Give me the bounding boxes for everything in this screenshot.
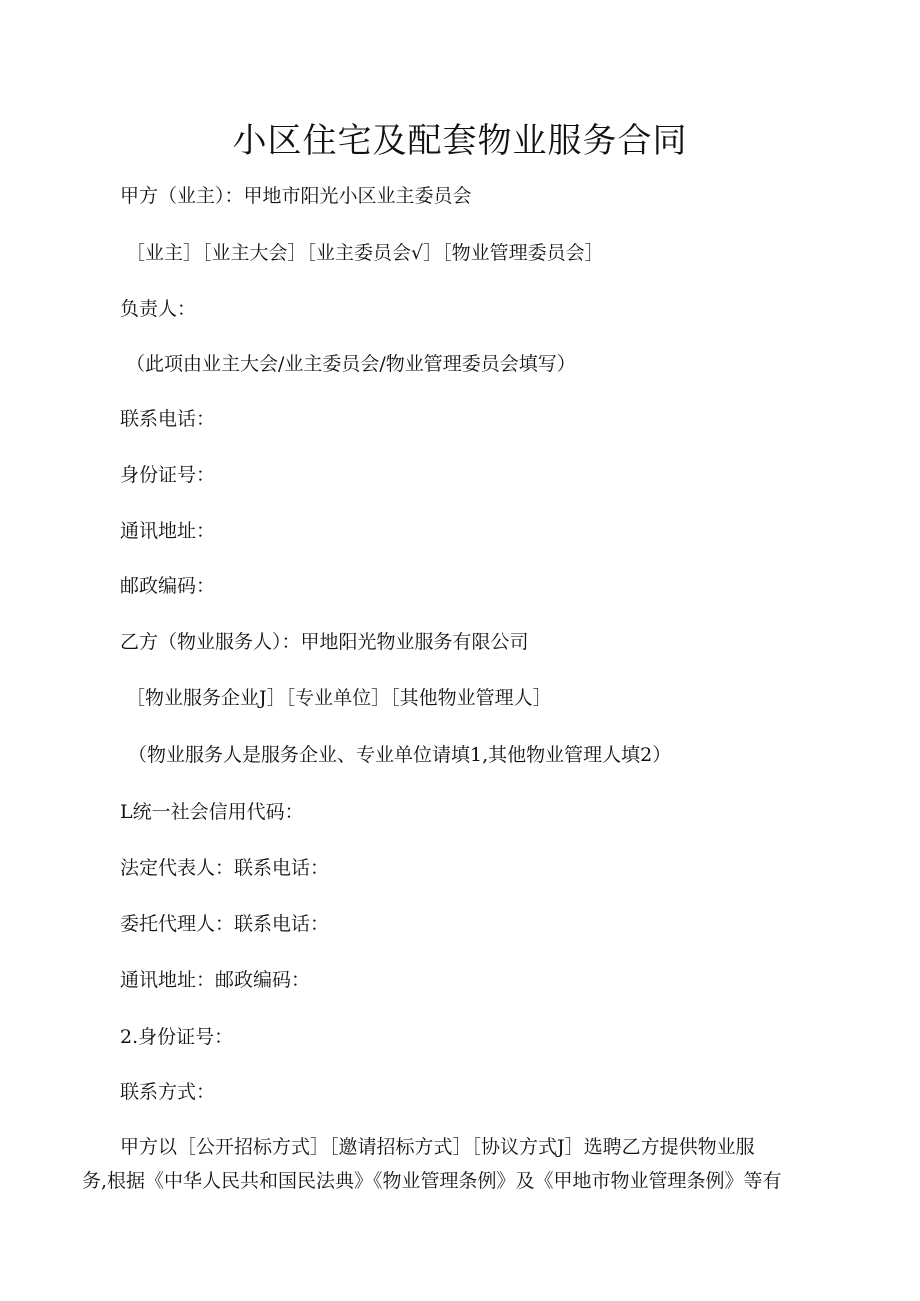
authorized-agent-field: 委托代理人：联系电话： (120, 913, 330, 935)
paragraph-line-2: 务,根据《中华人民共和国民法典》《物业管理条例》及《甲地市物业管理条例》等有 (82, 1170, 782, 1192)
contract-intro-paragraph (82, 1130, 842, 1198)
party-a-phone-field: 联系电话： (120, 408, 216, 430)
responsible-person-field: 负责人： (120, 298, 197, 320)
party-b-address-field: 通讯地址：邮政编码： (120, 969, 311, 991)
contact-method-field: 联系方式： (120, 1081, 216, 1103)
document-title: 小区住宅及配套物业服务合同 (232, 121, 688, 161)
party-a-address-field: 通讯地址： (120, 520, 216, 542)
party-b-type-options: ［物业服务企业J］［专业单位］［其他物业管理人］ (126, 687, 552, 709)
party-a-line: 甲方（业主）：甲地市阳光小区业主委员会 (120, 185, 472, 207)
party-b-fill-note: （物业服务人是服务企业、专业单位请填1,其他物业管理人填2） (128, 744, 672, 766)
party-a-postcode-field: 邮政编码： (120, 575, 216, 597)
party-b-line: 乙方（物业服务人）：甲地阳光物业服务有限公司 (120, 631, 529, 653)
credit-code-field: L统一社会信用代码： (120, 801, 304, 823)
paragraph-line-1: 甲方以［公开招标方式］［邀请招标方式］［协议方式J］选聘乙方提供物业服 (120, 1136, 755, 1158)
party-a-type-options: ［业主］［业主大会］［业主委员会√］［物业管理委员会］ (126, 242, 604, 264)
legal-representative-field: 法定代表人：联系电话： (120, 857, 330, 879)
party-a-id-field: 身份证号： (120, 464, 216, 486)
party-a-fill-note: （此项由业主大会/业主委员会/物业管理委员会填写） (126, 353, 576, 375)
party-b-id-field: 2.身份证号： (120, 1026, 234, 1048)
